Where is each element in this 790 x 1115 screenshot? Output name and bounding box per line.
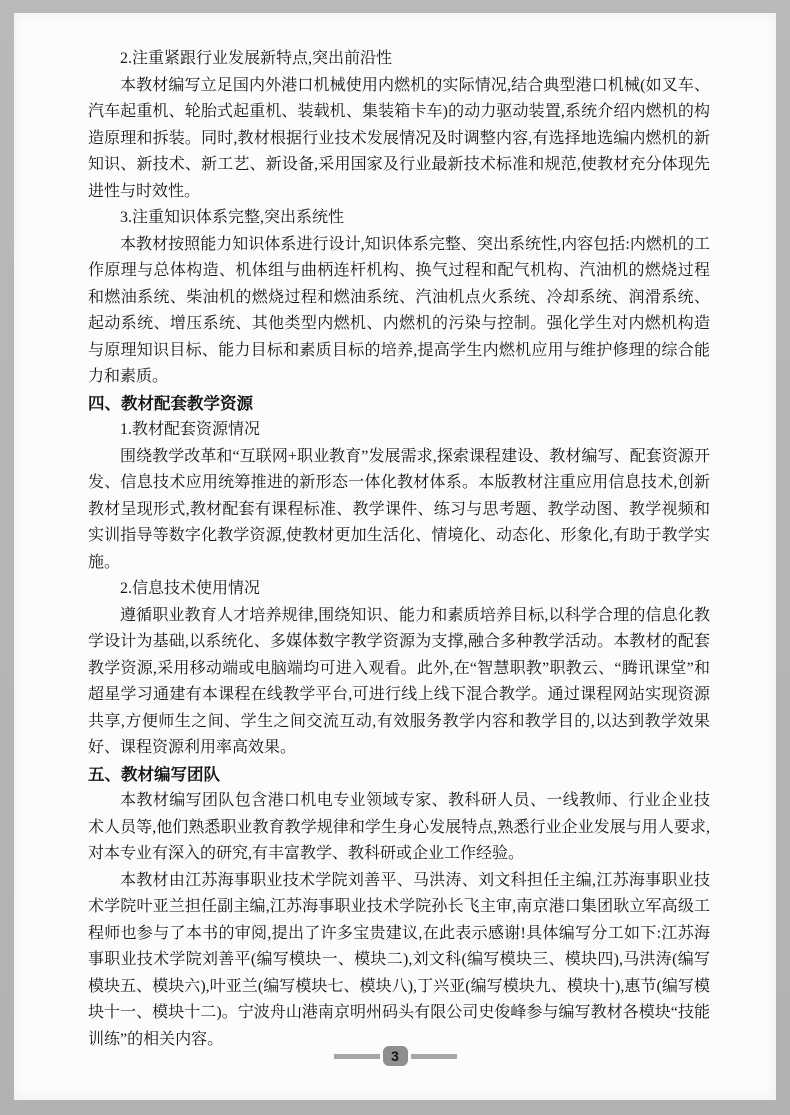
page-footer (14, 1046, 776, 1066)
page-content (88, 46, 710, 1053)
page-number: 3 (391, 1048, 399, 1064)
subheading-industry-trends: 2.注重紧跟行业发展新特点,突出前沿性 (120, 50, 393, 67)
subheading-resource-overview: 1.教材配套资源情况 (120, 421, 261, 438)
page-number-badge (383, 1046, 408, 1066)
paragraph-knowledge-system: 本教材按照能力知识体系进行设计,知识体系完整、突出系统性,内容包括:内燃机的工作原理与总体构造、机体组与曲柄连杆机构、换气过程和配气机构、汽油机的燃烧过程和燃油系统、柴油机的燃烧过程和燃油系统、汽油机点火系统、冷却系统、润滑系统、起动系统、增压系统、其他类型内燃机、内燃机的污染与控制。强化学生对内燃机构造与原理知识目标、能力目标和素质目标的培养,提高学生内燃机应用与维护修理的综合能力和素质。 (88, 235, 710, 385)
paragraph-team-credits: 本教材由江苏海事职业技术学院刘善平、马洪涛、刘文科担任主编,江苏海事职业技术学院叶亚兰担任副主编,江苏海事职业技术学院孙长飞主审,南京港口集团耿立军高级工程师也参与了本书的审阅,提出了许多宝贵建议,在此表示感谢!具体编写分工如下:江苏海事职业技术学院刘善平(编写模块一、模块二),刘文科(编写模块三、模块四),马洪涛(编写模块五、模块六),叶亚兰(编写模块七、模块八),丁兴亚(编写模块九、模块十),惠节(编写模块十一、模块十二)。宁波舟山港南京明州码头有限公司史俊峰参与编写教材各模块“技能训练”的相关内容。 (88, 871, 710, 1048)
footer-rule-right (411, 1054, 457, 1059)
book-page (14, 13, 776, 1100)
heading-teaching-resources: 四、教材配套教学资源 (88, 394, 253, 413)
paragraph-team-overview: 本教材编写团队包含港口机电专业领域专家、教科研人员、一线教师、行业企业技术人员等,他们熟悉职业教育教学规律和学生身心发展特点,熟悉行业企业发展与用人要求,对本专业有深入的研究,有丰富教学、教科研或企业工作经验。 (88, 792, 710, 862)
subheading-knowledge-system: 3.注重知识体系完整,突出系统性 (120, 209, 345, 226)
subheading-it-usage: 2.信息技术使用情况 (120, 580, 261, 597)
paragraph-resource-overview: 围绕教学改革和“互联网+职业教育”发展需求,探索课程建设、教材编写、配套资源开发、信息技术应用统筹推进的新形态一体化教材体系。本版教材注重应用信息技术,创新教材呈现形式,教材配套有课程标准、教学课件、练习与思考题、教学动图、教学视频和实训指导等数字化教学资源,使教材更加生活化、情境化、动态化、形象化,有助于教学实施。 (88, 447, 710, 571)
heading-editorial-team: 五、教材编写团队 (88, 765, 220, 784)
paragraph-industry-trends: 本教材编写立足国内外港口机械使用内燃机的实际情况,结合典型港口机械(如叉车、汽车起重机、轮胎式起重机、装载机、集装箱卡车)的动力驱动装置,系统介绍内燃机的构造原理和拆装。同时,教材根据行业技术发展情况及时调整内容,有选择地选编内燃机的新知识、新技术、新工艺、新设备,采用国家及行业最新技术标准和规范,使教材充分体现先进性与时效性。 (88, 76, 710, 200)
paragraph-it-usage: 遵循职业教育人才培养规律,围绕知识、能力和素质培养目标,以科学合理的信息化教学设计为基础,以系统化、多媒体数字教学资源为支撑,融合多种教学活动。本教材的配套教学资源,采用移动端或电脑端均可进入观看。此外,在“智慧职教”职教云、“腾讯课堂”和超星学习通建有本课程在线教学平台,可进行线上线下混合教学。通过课程网站实现资源共享,方便师生之间、学生之间交流互动,有效服务教学内容和教学目的,以达到教学效果好、课程资源利用率高效果。 (88, 606, 710, 756)
footer-rule-left (334, 1054, 380, 1059)
